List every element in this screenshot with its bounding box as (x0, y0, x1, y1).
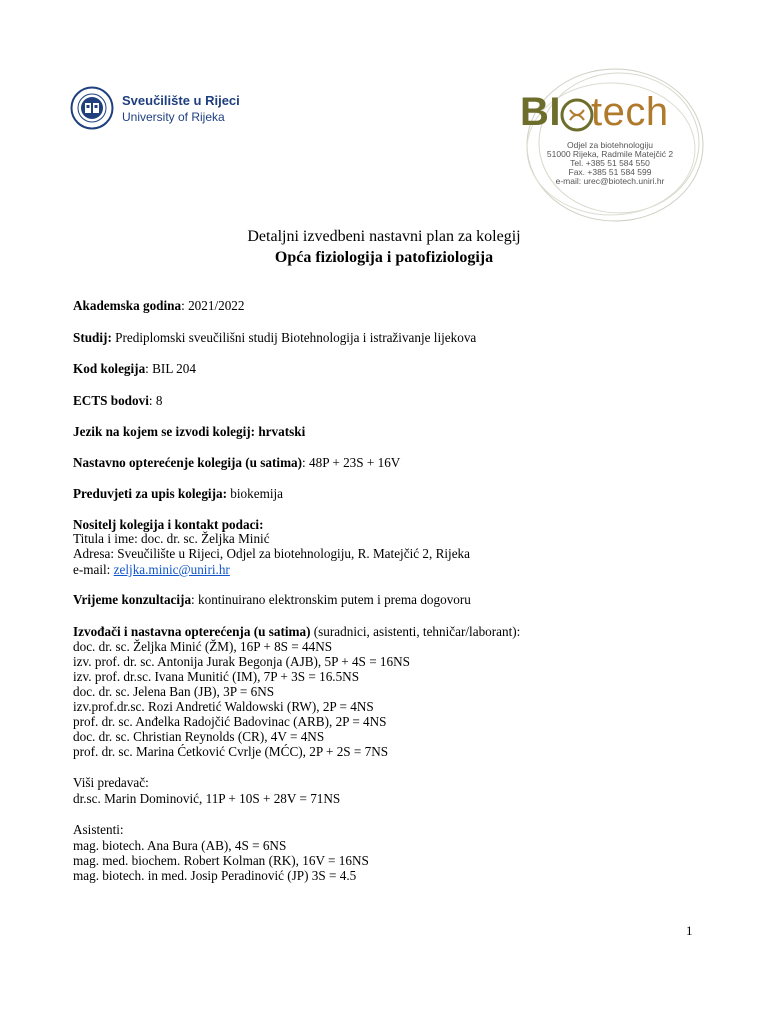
biotech-wordmark-bi: BI (520, 90, 561, 134)
holder-email-label: e-mail: (73, 562, 114, 577)
assistant-item: mag. biotech. Ana Bura (AB), 4S = 6NS (73, 838, 287, 853)
ects-row (73, 393, 162, 409)
biotech-info-line: Odjel za biotehnologiju (566, 140, 653, 150)
instructor-item: izv. prof. dr. sc. Antonija Jurak Begonja (AJB), 5P + 4S = 16NS (73, 654, 410, 669)
instructor-item: prof. dr. sc. Anđelka Radojčić Badovinac (ARB), 2P = 4NS (73, 714, 387, 729)
study-value: Prediplomski sveučilišni studij Biotehnologija i istraživanje lijekova (111, 330, 477, 345)
instructor-item: doc. dr. sc. Christian Reynolds (CR), 4V = 4NS (73, 729, 325, 744)
biotech-logo (515, 65, 705, 225)
instructors-suffix: (suradnici, asistenti, tehničar/laborant): (310, 624, 521, 639)
instructor-item: doc. dr. sc. Željka Minić (ŽM), 16P + 8S = 44NS (73, 639, 333, 654)
assistant-item: mag. med. biochem. Robert Kolman (RK), 16V = 16NS (73, 853, 369, 868)
university-name: Sveučilište u Rijeci (122, 93, 240, 108)
course-title: Opća fiziologija i patofiziologija (274, 249, 494, 266)
consultations-label: Vrijeme konzultacija (73, 592, 192, 607)
study-row (73, 330, 476, 346)
workload-row (73, 455, 400, 471)
study-label: Studij: (73, 330, 112, 345)
course-holder-label: Nositelj kolegija i kontakt podaci: (73, 517, 264, 532)
university-name-en: University of Rijeka (122, 110, 225, 124)
biotech-info-line: Tel. +385 51 584 550 (570, 158, 650, 168)
document-title: Detaljni izvedbeni nastavni plan za kolegij (247, 228, 521, 245)
course-code-value: : BIL 204 (145, 361, 196, 376)
consultations-value: : kontinuirano elektronskim putem i prema dogovoru (191, 592, 471, 607)
course-code-row (73, 361, 196, 377)
university-logo (70, 86, 270, 132)
workload-value: : 48P + 23S + 16V (302, 455, 401, 470)
language-row: Jezik na kojem se izvodi kolegij: hrvatski (73, 424, 306, 439)
holder-email-link[interactable]: zeljka.minic@uniri.hr (113, 562, 230, 577)
academic-year-label: Akademska godina (73, 298, 182, 313)
holder-title-name: Titula i ime: doc. dr. sc. Željka Minić (73, 531, 270, 546)
instructor-item: izv. prof. dr.sc. Ivana Munitić (IM), 7P + 3S = 16.5NS (73, 669, 360, 684)
prerequisites-label: Preduvjeti za upis kolegija: (73, 486, 227, 501)
holder-address: Adresa: Sveučilište u Rijeci, Odjel za biotehnologiju, R. Matejčić 2, Rijeka (73, 546, 470, 561)
senior-lecturer-item: dr.sc. Marin Dominović, 11P + 10S + 28V = 71NS (73, 791, 341, 806)
biotech-info-line: e-mail: urec@biotech.uniri.hr (555, 176, 665, 186)
assistants-label: Asistenti: (73, 822, 124, 837)
course-code-label: Kod kolegija (73, 361, 146, 376)
ects-label: ECTS bodovi (73, 393, 149, 408)
biotech-info-line: 51000 Rijeka, Radmile Matejčić 2 (546, 149, 674, 159)
instructors-label: Izvođači i nastavna opterećenja (u satima) (73, 624, 311, 639)
instructor-item: prof. dr. sc. Marina Ćetković Cvrlje (MĆC), 2P + 2S = 7NS (73, 744, 389, 759)
instructors-header (73, 624, 520, 640)
instructor-item: doc. dr. sc. Jelena Ban (JB), 3P = 6NS (73, 684, 275, 699)
prerequisites-row (73, 486, 283, 502)
biotech-wordmark-tech: tech (591, 90, 669, 134)
workload-label: Nastavno opterećenje kolegija (u satima) (73, 455, 303, 470)
biotech-info-line: Fax. +385 51 584 599 (568, 167, 652, 177)
academic-year-row (73, 298, 244, 314)
holder-email-row (73, 562, 230, 578)
prerequisites-value: biokemija (226, 486, 284, 501)
university-seal-icon (70, 86, 114, 130)
instructor-item: izv.prof.dr.sc. Rozi Andretić Waldowski (RW), 2P = 4NS (73, 699, 374, 714)
biotech-wordmark (520, 90, 669, 135)
consultations-row (73, 592, 471, 608)
ects-value: : 8 (148, 393, 163, 408)
page-number: 1 (686, 923, 693, 938)
assistant-item: mag. biotech. in med. Josip Peradinović (JP) 3S = 4.5 (73, 868, 357, 883)
senior-lecturer-label: Viši predavač: (73, 775, 149, 790)
academic-year-value: : 2021/2022 (181, 298, 245, 313)
